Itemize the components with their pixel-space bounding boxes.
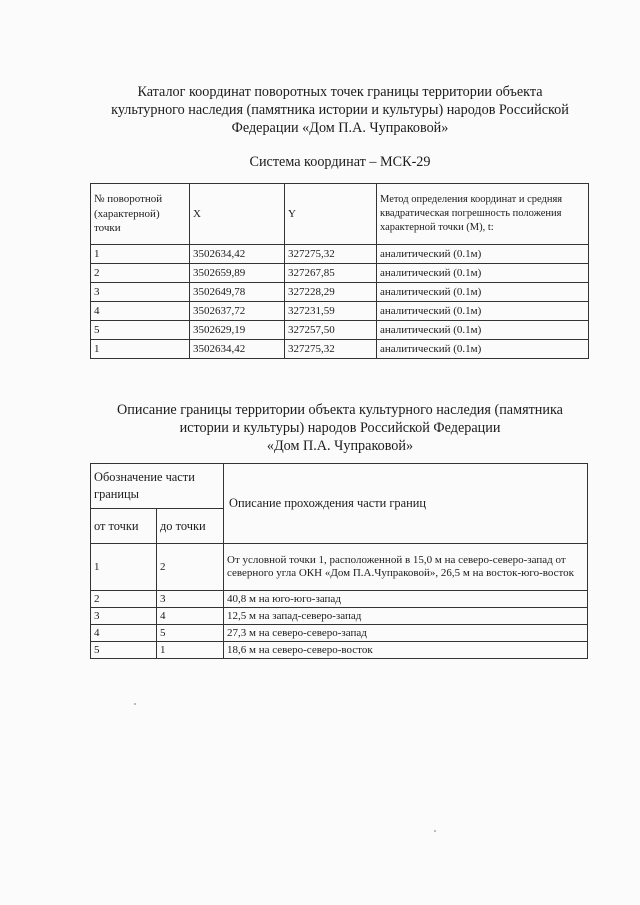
scan-speck — [434, 830, 436, 832]
table-header-row — [91, 464, 588, 509]
table-row — [91, 283, 589, 302]
method-value: аналитический (0.1м) — [377, 302, 589, 321]
to-point-header: до точки — [157, 509, 224, 544]
table-row — [91, 302, 589, 321]
x-value: 3502659,89 — [190, 264, 285, 283]
catalog-title — [60, 83, 620, 137]
from-point: 2 — [91, 591, 157, 608]
method-value: аналитический (0.1м) — [377, 283, 589, 302]
point-number: 4 — [91, 302, 190, 321]
from-point: 3 — [91, 608, 157, 625]
description-header: Описание прохождения части границ — [224, 464, 588, 544]
table-row — [91, 321, 589, 340]
method-value: аналитический (0.1м) — [377, 264, 589, 283]
from-point: 5 — [91, 642, 157, 659]
boundary-part-header: Обозначение части границы — [91, 464, 224, 509]
from-point-header: от точки — [91, 509, 157, 544]
from-point: 1 — [91, 544, 157, 591]
table-row — [91, 642, 588, 659]
boundary-title-line: «Дом П.А. Чупраковой» — [266, 438, 414, 454]
y-value: 327257,50 — [285, 321, 377, 340]
segment-description: 40,8 м на юго-юго-запад — [224, 591, 588, 608]
table-header-row — [91, 184, 589, 245]
y-value: 327267,85 — [285, 264, 377, 283]
from-point: 4 — [91, 625, 157, 642]
x-value: 3502637,72 — [190, 302, 285, 321]
method-value: аналитический (0.1м) — [377, 340, 589, 359]
table-row — [91, 625, 588, 642]
to-point: 1 — [157, 642, 224, 659]
x-value: 3502649,78 — [190, 283, 285, 302]
x-value: 3502634,42 — [190, 340, 285, 359]
to-point: 4 — [157, 608, 224, 625]
method-header: Метод определения координат и средняя квадратическая погрешность положения характерной точки (М), t: — [377, 184, 589, 245]
y-header: Y — [285, 184, 377, 245]
coordinate-system: Система координат – МСК-29 — [249, 154, 431, 170]
boundary-title-line: Описание границы территории объекта культурного наследия (памятника — [117, 402, 563, 418]
table-row — [91, 264, 589, 283]
method-value: аналитический (0.1м) — [377, 321, 589, 340]
catalog-title-line: Федерации «Дом П.А. Чупраковой» — [231, 120, 449, 136]
table-row — [91, 608, 588, 625]
segment-description: От условной точки 1, расположенной в 15,0 м на северо-северо-запад от северного угла ОКН «Дом П.А.Чупраковой», 26,5 м на восток-юго-восток — [224, 544, 588, 591]
x-value: 3502634,42 — [190, 245, 285, 264]
y-value: 327228,29 — [285, 283, 377, 302]
to-point: 2 — [157, 544, 224, 591]
point-number: 2 — [91, 264, 190, 283]
table-row — [91, 340, 589, 359]
point-number: 5 — [91, 321, 190, 340]
to-point: 5 — [157, 625, 224, 642]
x-value: 3502629,19 — [190, 321, 285, 340]
segment-description: 18,6 м на северо-северо-восток — [224, 642, 588, 659]
segment-description: 12,5 м на запад-северо-запад — [224, 608, 588, 625]
boundary-description-table — [90, 463, 588, 659]
method-value: аналитический (0.1м) — [377, 245, 589, 264]
point-number: 3 — [91, 283, 190, 302]
table-row — [91, 245, 589, 264]
y-value: 327275,32 — [285, 245, 377, 264]
y-value: 327231,59 — [285, 302, 377, 321]
point-number: 1 — [91, 245, 190, 264]
scan-speck — [134, 703, 136, 705]
coordinate-catalog-table — [90, 183, 589, 359]
boundary-title-line: истории и культуры) народов Российской Федерации — [179, 420, 501, 436]
table-row — [91, 591, 588, 608]
segment-description: 27,3 м на северо-северо-запад — [224, 625, 588, 642]
point-number: 1 — [91, 340, 190, 359]
boundary-title — [60, 401, 620, 455]
x-header: X — [190, 184, 285, 245]
table-row — [91, 544, 588, 591]
catalog-title-line: культурного наследия (памятника истории и культуры) народов Российской — [111, 102, 569, 118]
catalog-title-line: Каталог координат поворотных точек границы территории объекта — [137, 84, 543, 100]
to-point: 3 — [157, 591, 224, 608]
y-value: 327275,32 — [285, 340, 377, 359]
point-number-header: № поворотной (характерной) точки — [91, 184, 190, 245]
